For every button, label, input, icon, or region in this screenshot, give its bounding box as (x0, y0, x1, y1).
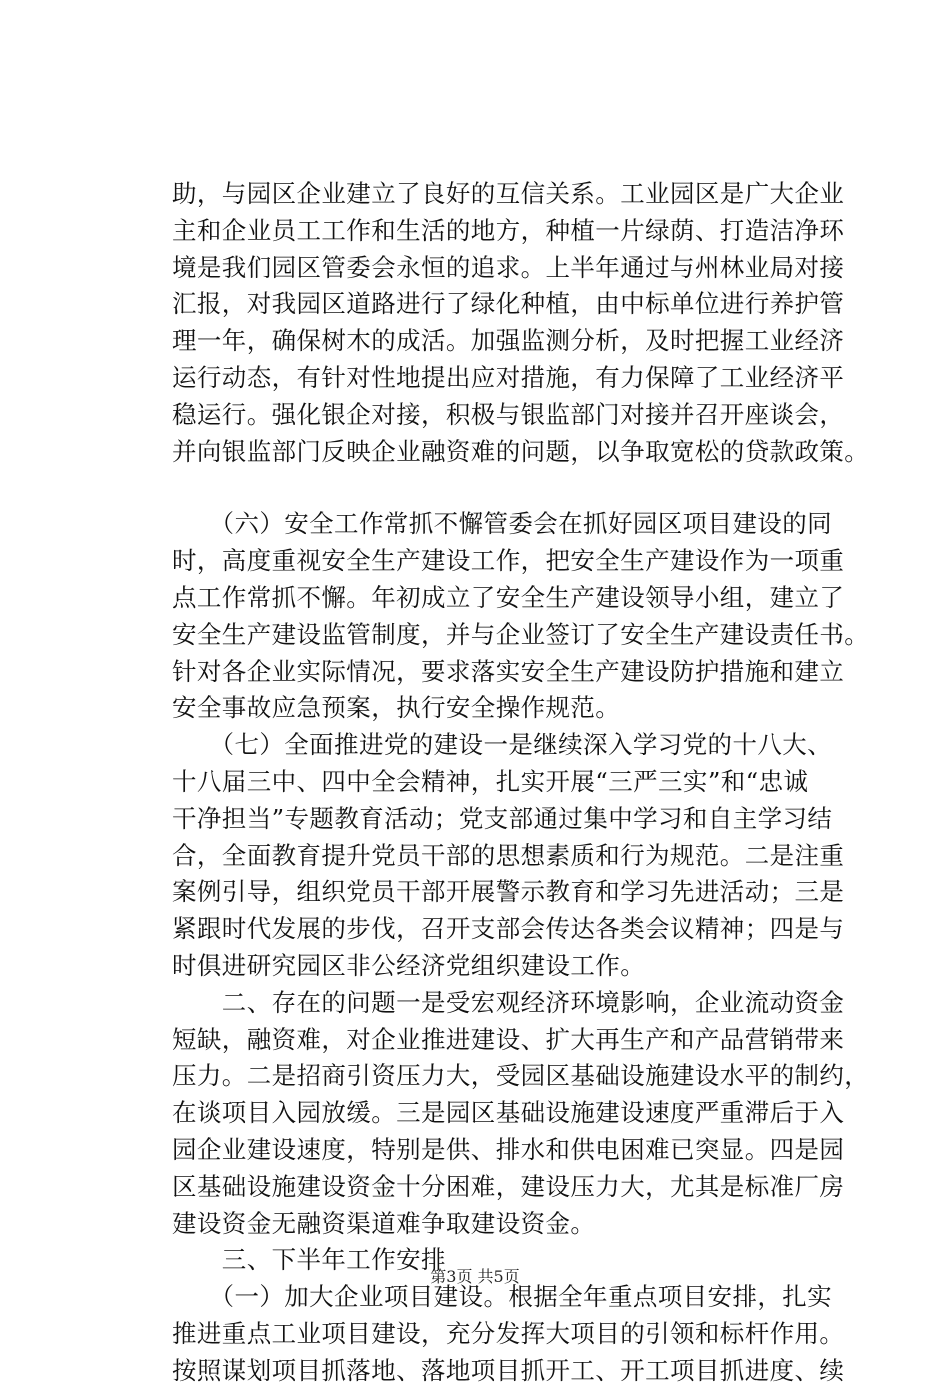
document-body (172, 176, 870, 1390)
paragraph-block-2 (172, 506, 870, 1389)
text-line: 时俱进研究园区非公经济党组织建设工作。 (172, 950, 646, 980)
text-line: （七）全面推进党的建设一是继续深入学习党的十八大、 (172, 730, 833, 760)
text-line: 建设资金无融资渠道难争取建设资金。 (172, 1208, 596, 1238)
text-line: 时，高度重视安全生产建设工作，把安全生产建设作为一项重 (172, 546, 845, 576)
text-line: 区基础设施建设资金十分困难，建设压力大，尤其是标准厂房 (172, 1171, 845, 1201)
text-line: 园企业建设速度，特别是供、排水和供电困难已突显。四是园 (172, 1134, 845, 1164)
text-line: 二、存在的问题一是受宏观经济环境影响，企业流动资金 (172, 987, 845, 1017)
text-line: 运行动态，有针对性地提出应对措施，有力保障了工业经济平 (172, 362, 845, 392)
text-line: 推进重点工业项目建设，充分发挥大项目的引领和标杆作用。 (172, 1318, 845, 1348)
page-number: 第3页 共5页 (430, 1267, 520, 1286)
text-line: 十八届三中、四中全会精神，扎实开展“三严三实”和“忠诚 (172, 766, 809, 796)
text-line: 点工作常抓不懈。年初成立了安全生产建设领导小组，建立了 (172, 582, 845, 612)
text-line: 紧跟时代发展的步伐，召开支部会传达各类会议精神；四是与 (172, 914, 845, 944)
text-line: 理一年，确保树木的成活。加强监测分析，及时把握工业经济 (172, 326, 845, 356)
text-line: 稳运行。强化银企对接，积极与银监部门对接并召开座谈会， (172, 399, 845, 429)
text-line: 短缺，融资难，对企业推进建设、扩大再生产和产品营销带来 (172, 1024, 845, 1054)
paragraph-gap (172, 470, 848, 506)
text-line: 汇报，对我园区道路进行了绿化种植，由中标单位进行养护管 (172, 289, 845, 319)
text-line: 安全事故应急预案，执行安全操作规范。 (172, 693, 621, 723)
text-line: 案例引导，组织党员干部开展警示教育和学习先进活动；三是 (172, 877, 845, 907)
text-line: 境是我们园区管委会永恒的追求。上半年通过与州林业局对接 (172, 252, 845, 282)
text-line: 按照谋划项目抓落地、落地项目抓开工、开工项目抓进度、续 (172, 1355, 845, 1385)
text-line: （六）安全工作常抓不懈管委会在抓好园区项目建设的同 (172, 509, 833, 539)
text-line: 合，全面教育提升党员干部的思想素质和行为规范。二是注重 (172, 840, 845, 870)
text-line: 干净担当”专题教育活动；党支部通过集中学习和自主学习结 (172, 803, 833, 833)
text-line: 助，与园区企业建立了良好的互信关系。工业园区是广大企业 (172, 179, 845, 208)
text-line: 并向银监部门反映企业融资难的问题，以争取宽松的贷款政策。 (172, 436, 870, 466)
text-line: 安全生产建设监管制度，并与企业签订了安全生产建设责任书。 (172, 619, 870, 649)
text-line: 主和企业员工工作和生活的地方，种植一片绿荫、打造洁净环 (172, 215, 845, 245)
text-line: 压力。二是招商引资压力大，受园区基础设施建设水平的制约， (172, 1061, 870, 1091)
page-footer (0, 1267, 950, 1287)
text-line: 针对各企业实际情况，要求落实安全生产建设防护措施和建立 (172, 656, 845, 686)
text-line: 三、下半年工作安排 (172, 1245, 446, 1275)
text-line: （一）加大企业项目建设。根据全年重点项目安排，扎实 (172, 1282, 833, 1312)
text-line: 在谈项目入园放缓。三是园区基础设施建设速度严重滞后于入 (172, 1098, 845, 1128)
paragraph-block-1 (172, 176, 870, 470)
